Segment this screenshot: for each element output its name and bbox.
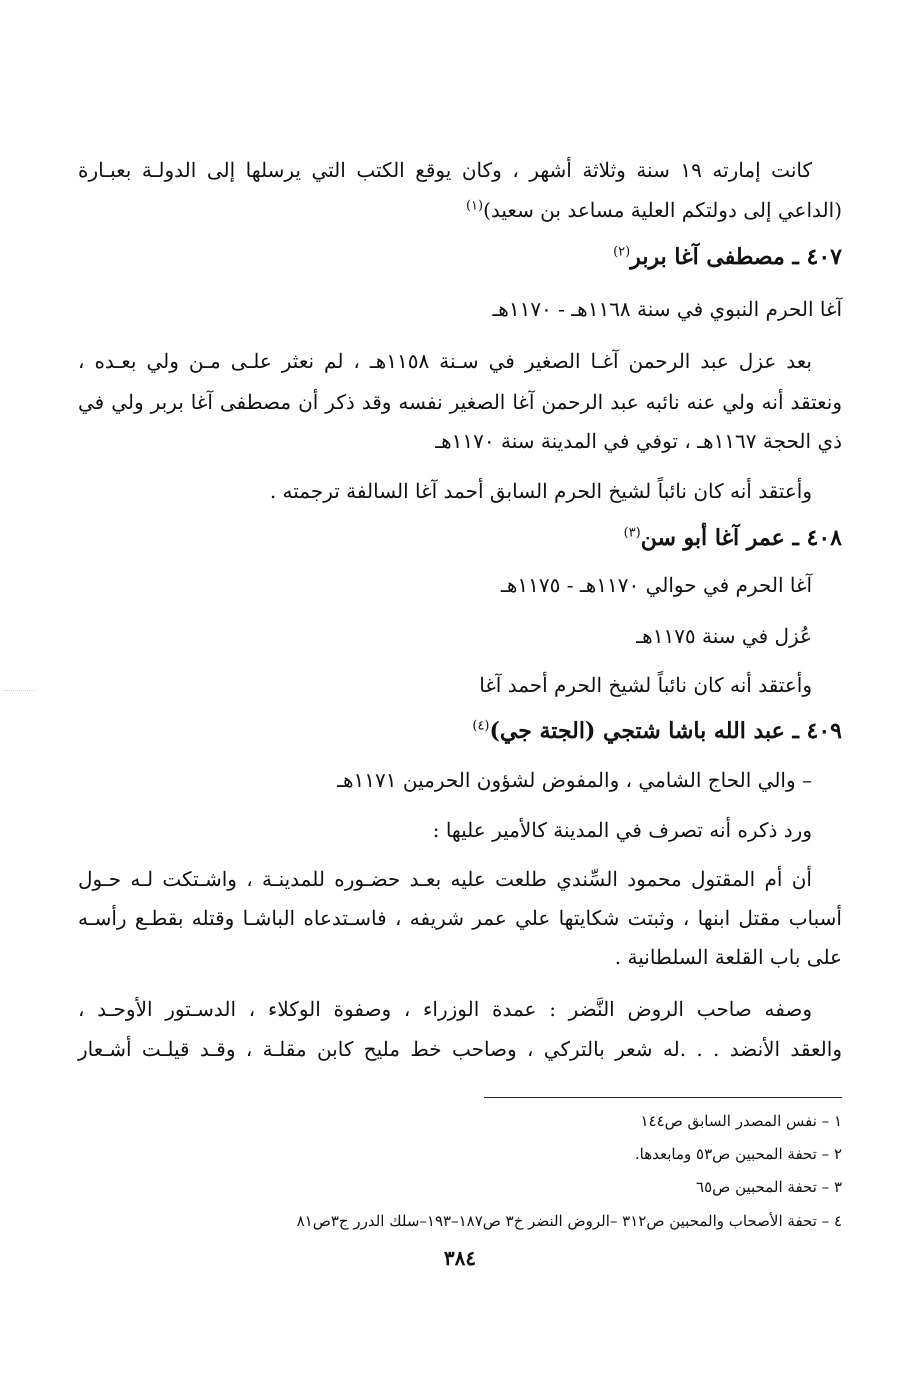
footnote-2: ٢ – تحفة المحبين ص٥٣ ومابعدها.	[634, 1145, 842, 1163]
entry-407-note: وأعتقد أنه كان نائباً لشيخ الحرم السابق أحمد آغا السالفة ترجمته .	[269, 479, 812, 503]
paragraph-line: أن أم المقتول محمود السِّندي طلعت عليه بعـد حضـوره للمدينـة ، واشـتكت لـه حـول	[78, 867, 812, 891]
footnote-ref: (٤)	[472, 718, 490, 734]
footnote-ref: (٣)	[623, 525, 641, 541]
paragraph-line: ذي الحجة ١١٦٧هـ ، توفي في المدينة سنة ١١٧٠هـ	[435, 429, 842, 453]
paragraph-line: على باب القلعة السلطانية .	[614, 945, 842, 969]
paragraph-line: كانت إمارته ١٩ سنة وثلاثة أشهر ، وكان يوقع الكتب التي يرسلها إلى الدولـة بعبـارة	[78, 158, 812, 182]
entry-409-line: – والي الحاج الشامي ، والمفوض لشؤون الحرمين ١١٧١هـ	[337, 768, 812, 792]
paragraph-line: والعقد الأنضد . . .له شعر بالتركي ، وصاحب خط مليح كابن مقلـة ، وقـد قيلـت أشـعار	[78, 1037, 842, 1061]
footnotes	[78, 0, 842, 1240]
footnote-4: ٤ – تحفة الأصحاب والمحبين ص٣١٢ –الروض النضر خ٣ ص١٨٧–١٩٣–سلك الدرر ج٣ص٨١	[296, 1212, 842, 1230]
entry-407-dates: آغا الحرم النبوي في سنة ١١٦٨هـ - ١١٧٠هـ	[492, 297, 842, 321]
footnote-3: ٣ – تحفة المحبين ص٦٥	[696, 1178, 842, 1196]
paragraph-line: بعد عزل عبد الرحمن آغـا الصغير في سـنة ١١٥٨هـ ، لم نعثر علـى مـن ولي بعـده ،	[78, 349, 812, 373]
footnote-ref: (١)	[465, 198, 484, 214]
paragraph-line: ونعتقد أنه ولي عنه نائبه عبد الرحمن آغا الصغير نفسه وقد ذكر أن مصطفى آغا بربر ولي في	[78, 390, 842, 414]
footnote-1: ١ – نفس المصدر السابق ص١٤٤	[640, 1112, 842, 1130]
entry-408-line: آغا الحرم في حوالي ١١٧٠هـ - ١١٧٥هـ	[501, 573, 812, 597]
entry-409-line: ورد ذكره أنه تصرف في المدينة كالأمير عليها :	[432, 818, 812, 842]
entry-409-heading: ٤٠٩ ـ عبد الله باشا شتجي (الجتة جي)$^{(٤)}$	[472, 718, 842, 744]
footnote-ref: (٢)	[613, 244, 631, 260]
paragraph-line: وصفه صاحب الروض النَّضر : عمدة الوزراء ، وصفوة الوكلاء ، الدسـتور الأوحـد ،	[78, 997, 813, 1021]
paragraph-line: (الداعي إلى دولتكم العلية مساعد بن سعيد)$^{(١)}$	[465, 198, 842, 222]
paragraph-line: أسباب مقتل ابنها ، وثبتت شكايتها علي عمر شريفه ، فاسـتدعاه الباشـا وقتله بقطـع رأسـه	[78, 906, 842, 930]
margin-mark	[4, 690, 34, 691]
page-number: ٣٨٤	[443, 1246, 477, 1270]
entry-407-heading: ٤٠٧ ـ مصطفى آغا بربر$^{(٢)}$	[613, 244, 842, 270]
entry-408-line: عُزل في سنة ١١٧٥هـ	[636, 624, 812, 648]
entry-408-line: وأعتقد أنه كان نائباً لشيخ الحرم أحمد آغا	[479, 673, 812, 697]
entry-408-heading: ٤٠٨ ـ عمر آغا أبو سن$^{(٣)}$	[623, 525, 842, 551]
